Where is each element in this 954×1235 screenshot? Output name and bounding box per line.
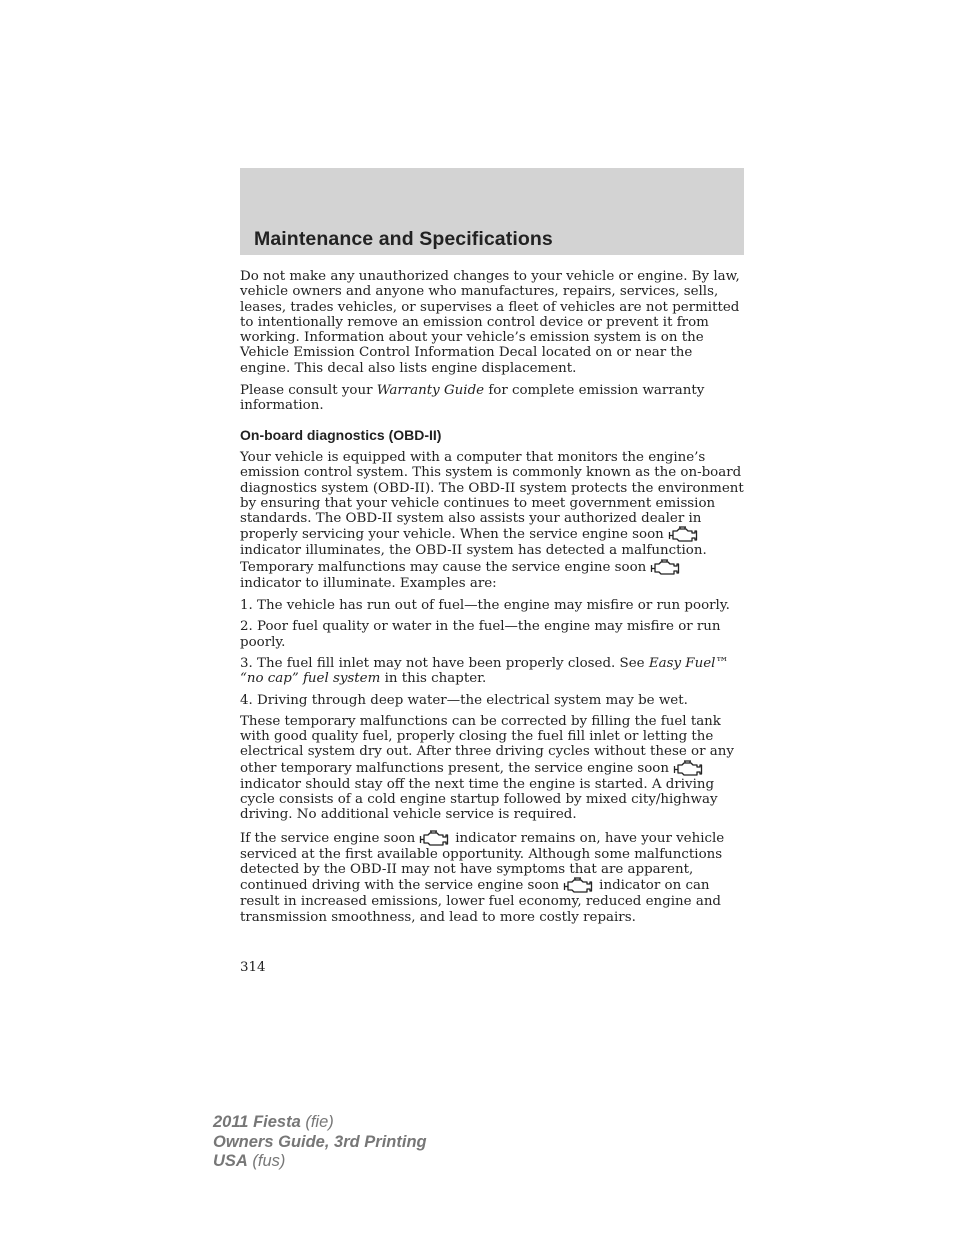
check-engine-icon [673, 760, 703, 777]
paragraph-obd-description [240, 450, 746, 591]
paragraph-indicator-remains-on [240, 830, 746, 925]
footer-market-code: (fus) [247, 1152, 286, 1170]
document-footer [213, 1113, 427, 1172]
footer-line-market [213, 1152, 427, 1172]
warranty-guide-reference: Warranty Guide [376, 383, 485, 399]
obd-text-a: Your vehicle is equipped with a computer that monitors the engine’s emission control system. This system is commonly known as the on-board diagnostics system (OBD-II). The OBD-II system protects the environment by ensuring that your vehicle continues to meet government emission standards. The OBD-II system also assists your authorized dealer in properly servicing your vehicle. When the service engine soon [240, 449, 744, 543]
check-engine-icon [650, 559, 680, 576]
section-title: Maintenance and Specifications [254, 228, 553, 250]
list-item: 1. The vehicle has run out of fuel—the engine may misfire or run poorly. [240, 598, 730, 614]
footer-model: 2011 Fiesta [213, 1113, 301, 1131]
page-number: 314 [240, 960, 266, 975]
easy-fuel-reference: Easy Fuel™ “no cap” fuel system [240, 655, 729, 687]
footer-printing: Owners Guide, 3rd Printing [213, 1132, 427, 1151]
list3-text-b: in this chapter. [380, 671, 487, 687]
check-engine-icon [563, 877, 593, 894]
temporary-text-a: These temporary malfunctions can be corrected by filling the fuel tank with good quality fuel, properly closing the fuel fill inlet or letting the electrical system dry out. After three driving cycles without these or any other temporary malfunctions present, the service engine soon [240, 713, 734, 776]
list-item: 2. Poor fuel quality or water in the fuel—the engine may misfire or run poorly. [240, 619, 721, 650]
remains-text-b: indicator remains on, have your vehicle serviced at the first available opportunity. Although some malfunctions detected by the OBD-II may not have symptoms that are apparent, continued driving with the service engine soon [240, 830, 725, 894]
temporary-text-b: indicator should stay off the next time the engine is started. A driving cycle consists of a cold engine startup followed by mixed city/highway driving. No additional vehicle service is required. [240, 776, 718, 823]
paragraph-warranty-text-b: for complete emission warranty information. [240, 383, 705, 414]
list3-text-a: 3. The fuel fill inlet may not have been properly closed. See [240, 655, 649, 671]
paragraph-warranty [240, 383, 746, 414]
page-content [240, 269, 746, 932]
check-engine-icon [668, 526, 698, 543]
list-item: 4. Driving through deep water—the electrical system may be wet. [240, 692, 688, 708]
check-engine-icon [419, 830, 449, 847]
remains-text-c: indicator on can result in increased emissions, lower fuel economy, reduced engine and transmission smoothness, and lead to more costly repairs. [240, 878, 722, 925]
paragraph-warranty-text-a: Please consult your [240, 383, 377, 399]
remains-text-a: If the service engine soon [240, 830, 416, 846]
paragraph-emission-changes: Do not make any unauthorized changes to your vehicle or engine. By law, vehicle owners and anyone who manufactures, repairs, services, sells, leases, trades vehicles, or supervises a fleet of vehicles are not permitted to intentionally remove an emission control device or prevent it from working. Information about your vehicle’s emission system is on the Vehicle Emission Control Information Decal located on or near the engine. This decal also lists engine displacement. [240, 269, 740, 376]
footer-line-model [213, 1113, 427, 1133]
obd-text-b: indicator illuminates, the OBD-II system has detected a malfunction. Temporary malfunctions may cause the service engine soon [240, 543, 707, 575]
obd-heading: On-board diagnostics (OBD-II) [240, 426, 442, 443]
list-item [240, 656, 746, 687]
section-header-band [240, 168, 744, 255]
obd-text-c: indicator to illuminate. Examples are: [240, 575, 497, 591]
footer-market: USA [213, 1152, 248, 1170]
paragraph-temporary-malfunctions [240, 714, 746, 823]
footer-model-code: (fie) [300, 1113, 334, 1131]
